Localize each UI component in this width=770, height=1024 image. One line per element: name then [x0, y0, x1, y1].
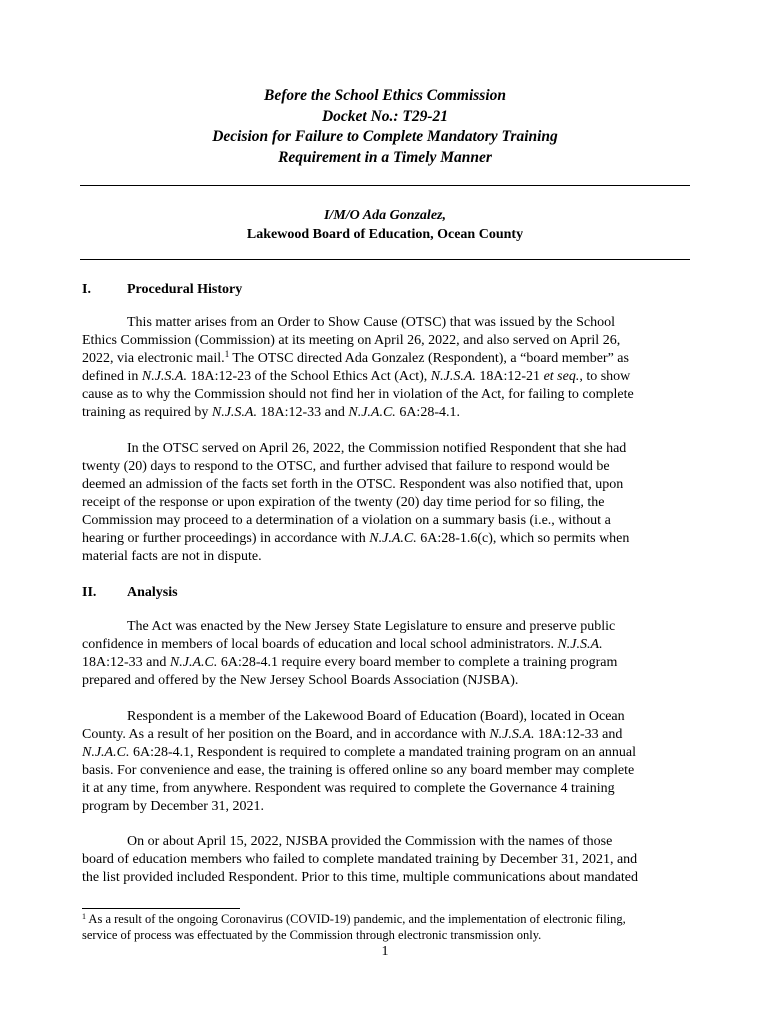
footnote-marker: 1: [82, 912, 86, 921]
board-name: Lakewood Board of Education, Ocean County: [246, 227, 524, 242]
title-line: Requirement in a Timely Manner: [278, 148, 492, 166]
section-title: Analysis: [127, 585, 178, 600]
title-line: Decision for Failure to Complete Mandatory Training: [212, 128, 558, 145]
paragraph-otsc: This matter arises from an Order to Show Cause (OTSC) that was issued by the School Ethics Commission (Commission) at its meeting on April 26, 2022, and also served on April 26, 2022, via electronic mail.$^1$ The OTSC directed Ada Gonzalez (Respondent), a “board member” as defined in N.J.S.A. 18A:12-23 of the School Ethics Act (Act), N.J.S.A. 18A:12-21 et seq., to show cause as to why the Commission should not find her in violation of the Act, for failing to complete training as required by N.J.S.A. 18A:12-33 and N.J.A.C. 6A:28-4.1.: [82, 315, 634, 420]
footnote-reference[interactable]: 1: [224, 349, 230, 359]
footnote: $^1$ As a result of the ongoing Coronavirus (COVID-19) pandemic, and the implementation of electronic filing, service of process was effectuated by the Commission through electronic transmission only.: [82, 912, 626, 942]
title-line: Before the School Ethics Commission: [263, 87, 506, 104]
section-title: Procedural History: [127, 282, 243, 297]
paragraph-njsba: On or about April 15, 2022, NJSBA provided the Commission with the names of those board of education members who failed to complete mandated training by December 31, 2021, and the list provided included Respondent. Prior to this time, multiple communications about mandated: [82, 834, 639, 885]
section-heading-analysis: [82, 584, 178, 601]
paragraph-act: The Act was enacted by the New Jersey State Legislature to ensure and preserve public confidence in members of local boards of education and local school administrators. N.J.S.A. 18A:12-33 and N.J.A.C. 6A:28-4.1 require every board member to complete a training program prepared and offered by the New Jersey School Boards Association (NJSBA).: [82, 619, 618, 688]
horizontal-rule: [80, 185, 690, 186]
docket-number: Docket No.: T29-21: [321, 107, 449, 125]
section-number: II.: [82, 585, 97, 600]
document-title: [0, 86, 770, 168]
case-name: I/M/O Ada Gonzalez,: [323, 208, 446, 223]
page-number: 1: [381, 944, 389, 959]
horizontal-rule: [80, 259, 690, 260]
case-caption: [0, 206, 770, 244]
section-number: I.: [82, 282, 91, 297]
paragraph-respondent: Respondent is a member of the Lakewood Board of Education (Board), located in Ocean County. As a result of her position on the Board, and in accordance with N.J.S.A. 18A:12-33 and N.J.A.C. 6A:28-4.1, Respondent is required to complete a mandated training program on an annual basis. For convenience and ease, the training is offered online so any board member may complete it at any time, from anywhere. Respondent was required to complete the Governance 4 training program by December 31, 2021.: [82, 709, 637, 814]
paragraph-otsc-notice: In the OTSC served on April 26, 2022, the Commission notified Respondent that she had twenty (20) days to respond to the OTSC, and further advised that failure to respond would be deemed an admission of the facts set forth in the OTSC. Respondent was also notified that, upon receipt of the response or upon expiration of the twenty (20) day time period for so filing, the Commission may proceed to a determination of a violation on a summary basis (i.e., without a hearing or further proceedings) in accordance with N.J.A.C. 6A:28-1.6(c), which so permits when material facts are not in dispute.: [82, 441, 630, 564]
section-heading-procedural-history: [82, 281, 242, 298]
footnote-separator: [82, 908, 240, 909]
